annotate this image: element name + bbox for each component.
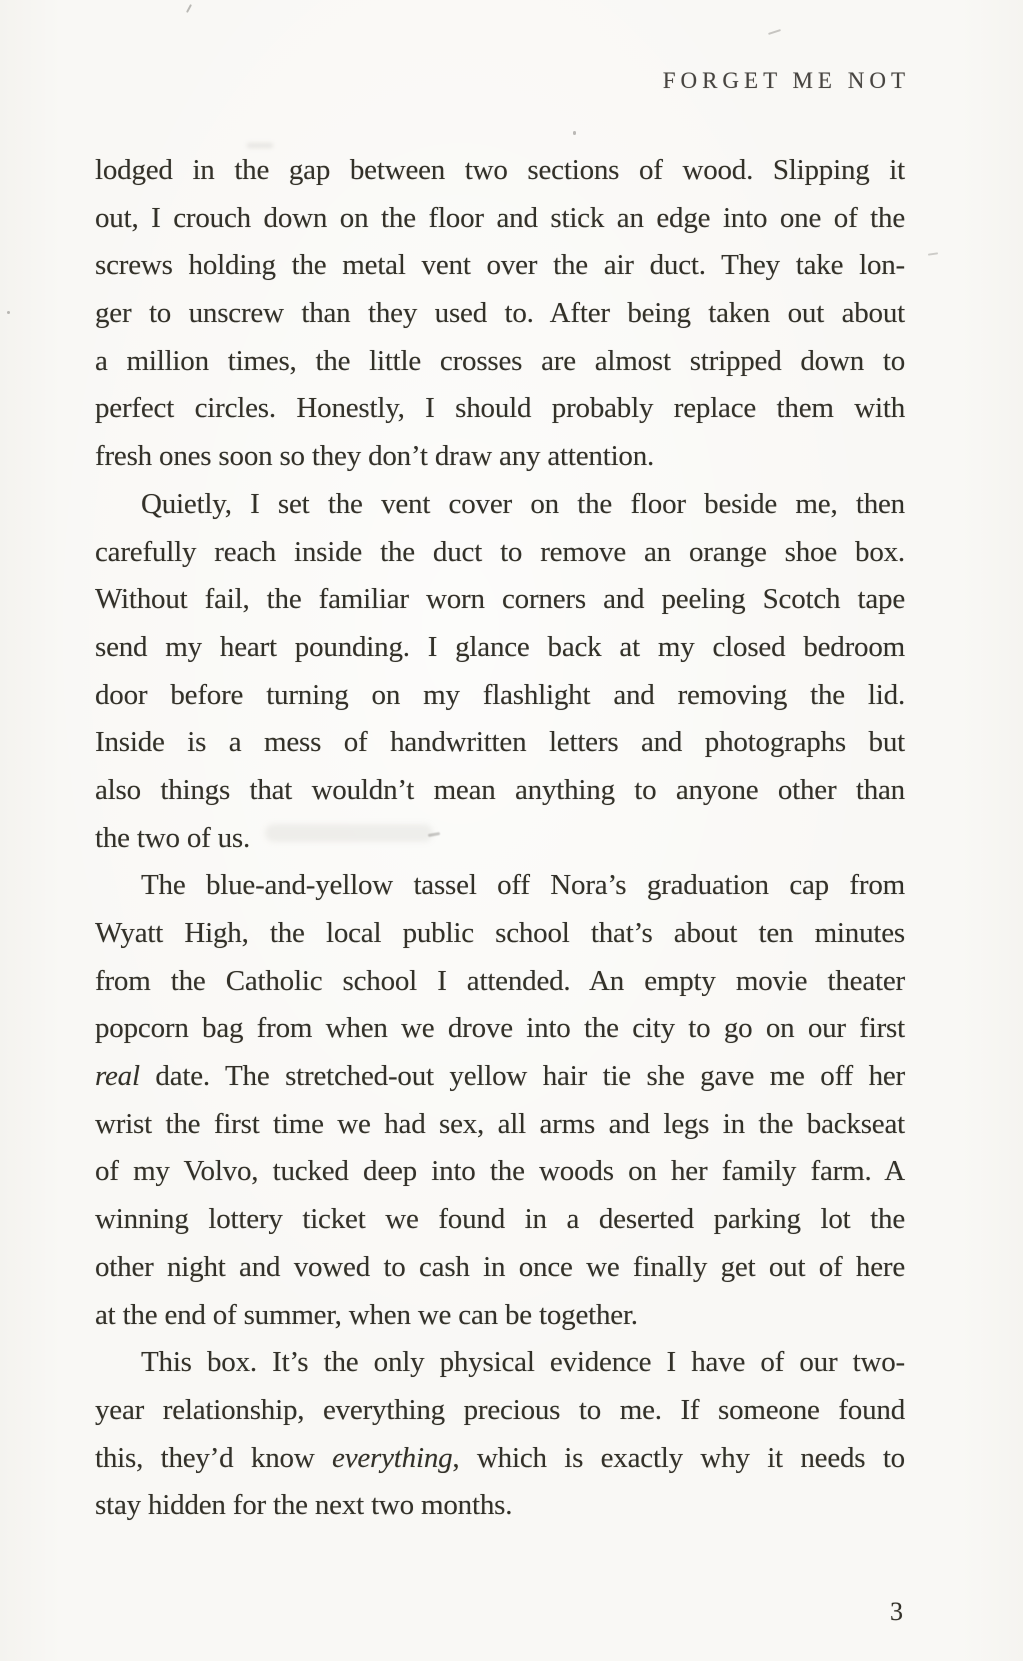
text-line — [95, 1053, 905, 1101]
scan-speck — [186, 4, 192, 13]
text-line — [95, 1292, 905, 1340]
text-segment: send my heart pounding. I glance back at my closed bedroom — [95, 630, 905, 663]
text-segment: wrist the first time we had sex, all arms and legs in the backseat — [95, 1107, 905, 1140]
text-line — [95, 576, 905, 624]
text-segment: this, they’d know — [95, 1441, 333, 1474]
text-segment: , which is exactly why it needs to — [452, 1441, 905, 1474]
text-segment: popcorn bag from when we drove into the city to go on our first — [95, 1012, 905, 1045]
text-line — [95, 862, 905, 910]
text-segment: also things that wouldn’t mean anything to anyone other than — [95, 773, 905, 806]
running-header: FORGET ME NOT — [662, 68, 910, 93]
text-line — [95, 1101, 905, 1149]
italic-text: real — [95, 1060, 140, 1093]
text-line — [95, 719, 905, 767]
text-segment: This box. It’s the only physical evidence I have of our two- — [141, 1346, 905, 1379]
text-line — [95, 242, 905, 290]
text-segment: lodged in the gap between two sections of wood. Slipping it — [95, 154, 905, 186]
text-line — [95, 195, 905, 243]
scan-speck — [768, 29, 781, 35]
italic-text: everything — [332, 1441, 453, 1474]
text-segment: of my Volvo, tucked deep into the woods on her family farm. A — [95, 1155, 905, 1188]
text-line — [95, 433, 905, 481]
text-segment: Inside is a mess of handwritten letters and photographs but — [95, 726, 905, 759]
text-segment: door before turning on my flashlight and removing the lid. — [95, 678, 905, 711]
scan-speck — [117, 1509, 120, 1513]
text-segment: stay hidden for the next two months. — [95, 1489, 513, 1522]
text-segment: Wyatt High, the local public school that’s about ten minutes — [95, 917, 905, 949]
text-segment: The blue-and-yellow tassel off Nora’s graduation cap from — [141, 869, 905, 902]
text-line — [95, 1244, 905, 1292]
text-line — [95, 385, 905, 433]
text-line — [95, 290, 905, 338]
scan-speck — [928, 252, 938, 255]
text-line — [95, 672, 905, 720]
text-segment: Quietly, I set the vent cover on the floor beside me, then — [141, 487, 905, 520]
text-line — [95, 1482, 905, 1530]
page-number: 3 — [890, 1597, 903, 1626]
text-line — [95, 624, 905, 672]
text-segment: fresh ones soon so they don’t draw any attention. — [95, 440, 655, 473]
scan-smudge — [265, 824, 433, 842]
text-segment: winning lottery ticket we found in a deserted parking lot the — [95, 1203, 905, 1236]
text-segment: the two of us. — [95, 821, 251, 854]
text-line — [95, 1196, 905, 1244]
text-segment: Without fail, the familiar worn corners and peeling Scotch tape — [95, 583, 905, 616]
text-segment: year relationship, everything precious to me. If someone found — [95, 1393, 905, 1426]
text-line — [95, 815, 905, 863]
text-segment: carefully reach inside the duct to remove an orange shoe box. — [95, 535, 905, 568]
text-line — [95, 481, 905, 529]
text-line — [95, 1148, 905, 1196]
body-text — [95, 147, 905, 1530]
text-line — [95, 1005, 905, 1053]
scan-speck — [7, 311, 10, 314]
text-line — [95, 767, 905, 815]
text-line — [95, 529, 905, 577]
text-segment: a million times, the little crosses are almost stripped down to — [95, 344, 905, 377]
text-segment: other night and vowed to cash in once we finally get out of here — [95, 1250, 905, 1283]
text-line — [95, 1435, 905, 1483]
text-segment: screws holding the metal vent over the air duct. They take lon- — [95, 249, 905, 282]
text-line — [95, 958, 905, 1006]
text-segment: at the end of summer, when we can be together. — [95, 1298, 638, 1331]
text-segment: from the Catholic school I attended. An empty movie theater — [95, 964, 905, 997]
text-line — [95, 147, 905, 195]
text-line — [95, 1339, 905, 1387]
scan-speck — [247, 143, 273, 148]
text-segment: date. The stretched-out yellow hair tie she gave me off her — [139, 1060, 905, 1093]
text-line — [95, 338, 905, 386]
text-segment: ger to unscrew than they used to. After being taken out about — [95, 297, 905, 330]
text-segment: out, I crouch down on the floor and stick an edge into one of the — [95, 201, 905, 234]
text-line — [95, 1387, 905, 1435]
text-segment: perfect circles. Honestly, I should probably replace them with — [95, 392, 905, 425]
text-line — [95, 910, 905, 958]
scan-speck — [573, 131, 576, 135]
